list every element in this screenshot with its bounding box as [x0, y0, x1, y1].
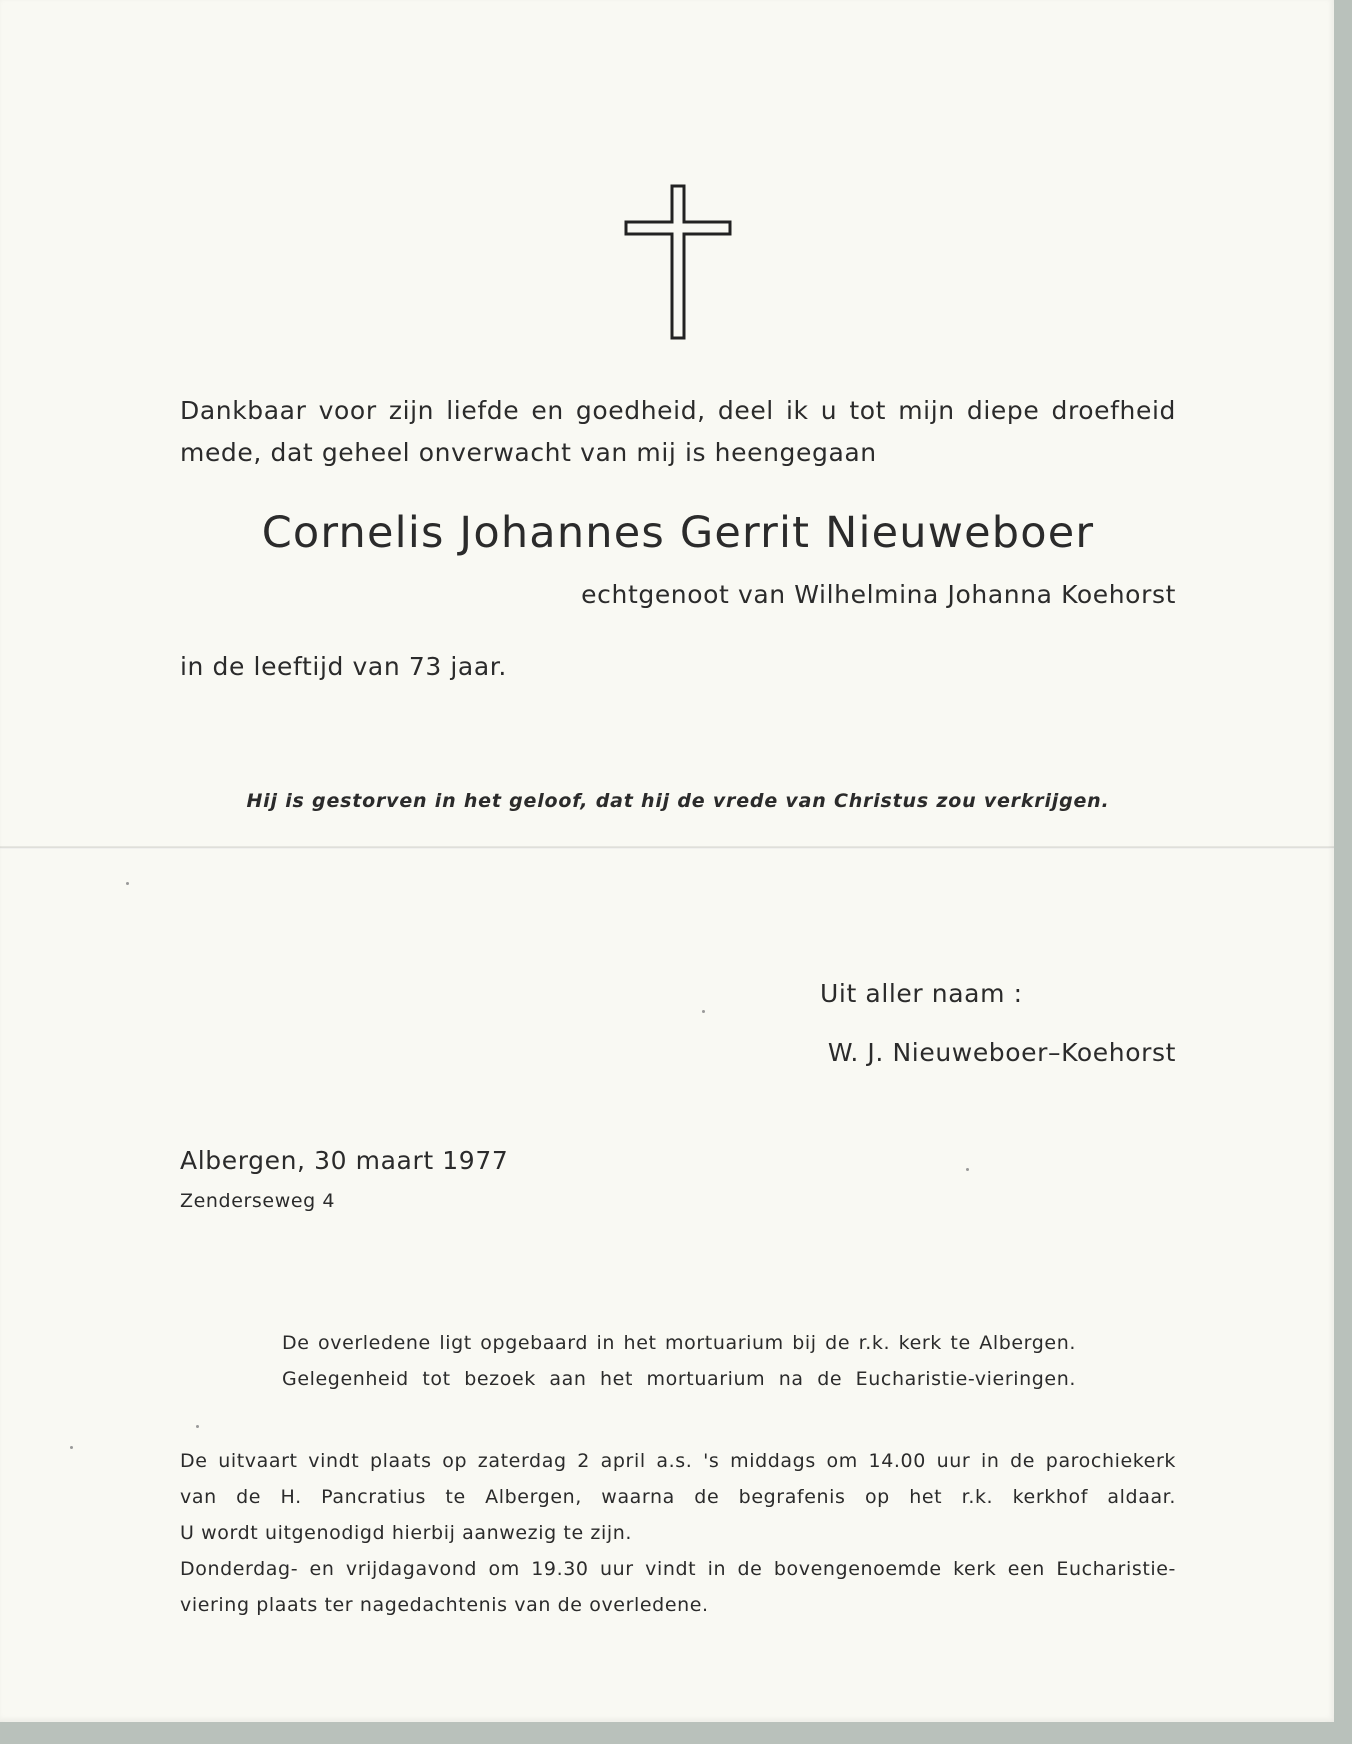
intro-line-2: mede, dat geheel onverwacht van mij is heengegaan	[180, 438, 877, 467]
place-date: Albergen, 30 maart 1977	[180, 1146, 509, 1175]
signature-label: Uit aller naam :	[820, 979, 1023, 1008]
paper-speck	[702, 1010, 705, 1013]
paper-speck	[126, 882, 129, 885]
funeral-line-1: De uitvaart vindt plaats op zaterdag 2 april a.s. 's middags om 14.00 uur in de parochiekerk	[180, 1450, 1176, 1472]
viewing-line-2: Gelegenheid tot bezoek aan het mortuarium na de Eucharistie-vieringen.	[282, 1368, 1076, 1390]
deceased-name: Cornelis Johannes Gerrit Nieuweboer	[261, 508, 1095, 558]
paper-speck	[966, 1168, 969, 1171]
cross-icon	[622, 184, 734, 340]
funeral-line-4: Donderdag- en vrijdagavond om 19.30 uur vindt in de bovengenoemde kerk een Eucharistie-	[180, 1558, 1176, 1580]
signature-name: W. J. Nieuweboer–Koehorst	[827, 1038, 1176, 1067]
address: Zenderseweg 4	[180, 1190, 336, 1212]
funeral-line-3: U wordt uitgenodigd hierbij aanwezig te zijn.	[180, 1522, 633, 1544]
fold-line	[0, 846, 1334, 849]
age-line: in de leeftijd van 73 jaar.	[180, 652, 507, 681]
intro-line-1: Dankbaar voor zijn liefde en goedheid, deel ik u tot mijn diepe droefheid	[180, 396, 1176, 425]
motto: Hij is gestorven in het geloof, dat hij de vrede van Christus zou verkrijgen.	[246, 790, 1110, 812]
spouse-line: echtgenoot van Wilhelmina Johanna Koehorst	[581, 580, 1176, 609]
viewing-line-1: De overledene ligt opgebaard in het mortuarium bij de r.k. kerk te Albergen.	[282, 1332, 1076, 1354]
funeral-line-2: van de H. Pancratius te Albergen, waarna de begrafenis op het r.k. kerkhof aldaar.	[180, 1486, 1176, 1508]
paper-speck	[70, 1446, 73, 1449]
funeral-line-5: viering plaats ter nagedachtenis van de overledene.	[180, 1594, 709, 1616]
paper-speck	[196, 1425, 199, 1428]
